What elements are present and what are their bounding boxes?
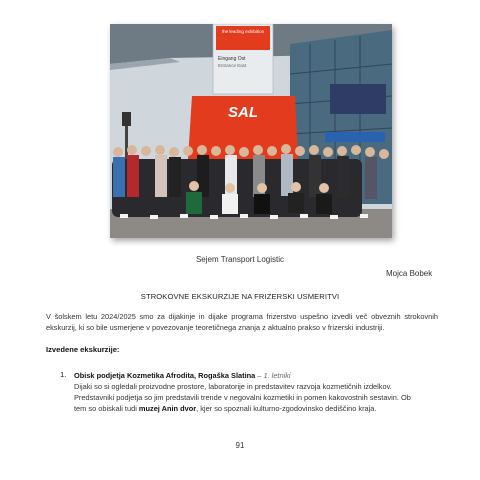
list-item-title: Obisk podjetja Kozmetika Afrodita, Rogaška Slatina [74, 371, 256, 380]
list-item-number: 1. [60, 370, 67, 379]
excursions-subheading: Izvedene ekskurzije: [46, 345, 120, 354]
sign-top-text: the leading exhibition [221, 29, 265, 34]
photo-caption: Sejem Transport Logistic [195, 255, 285, 264]
sign-entrance-de: Eingang Ost [218, 56, 246, 62]
list-item-body [74, 370, 414, 414]
event-photo [110, 24, 392, 238]
section-heading: STROKOVNE EKSKURZIJE NA FRIZERSKI USMERITVI [140, 292, 340, 301]
author-name: Mojca Bobek [386, 269, 433, 278]
list-item-text-end: , kjer so spoznali kulturno-zgodovinsko dediščino kraja. [196, 404, 377, 413]
sign-entrance-en: Entrance East [218, 63, 247, 68]
list-item-year: – 1. letniki [255, 371, 291, 380]
sal-logo: SAL [228, 104, 258, 121]
list-item-text: Dijaki so si ogledali proizvodne prostore, laboratorije in predstavitev razvoja kozmetičnih izdelkov. Predstavniki podjetja so jim predstavili trende v negovalni kozmetiki in pomen kakovostnih sestavin. Ob tem so obiskali tudi [74, 382, 411, 413]
intro-paragraph: V šolskem letu 2024/2025 smo za dijakinje in dijake programa frizerstvo uspešno izvedli več obveznih strokovnih ekskurzij, ki so bile usmerjene v povezovanje teoretičnega znanja z aktualno prakso v frizerski industriji. [46, 312, 438, 332]
list-item-museum: muzej Anin dvor [138, 404, 197, 413]
page-number: 91 [235, 441, 245, 450]
